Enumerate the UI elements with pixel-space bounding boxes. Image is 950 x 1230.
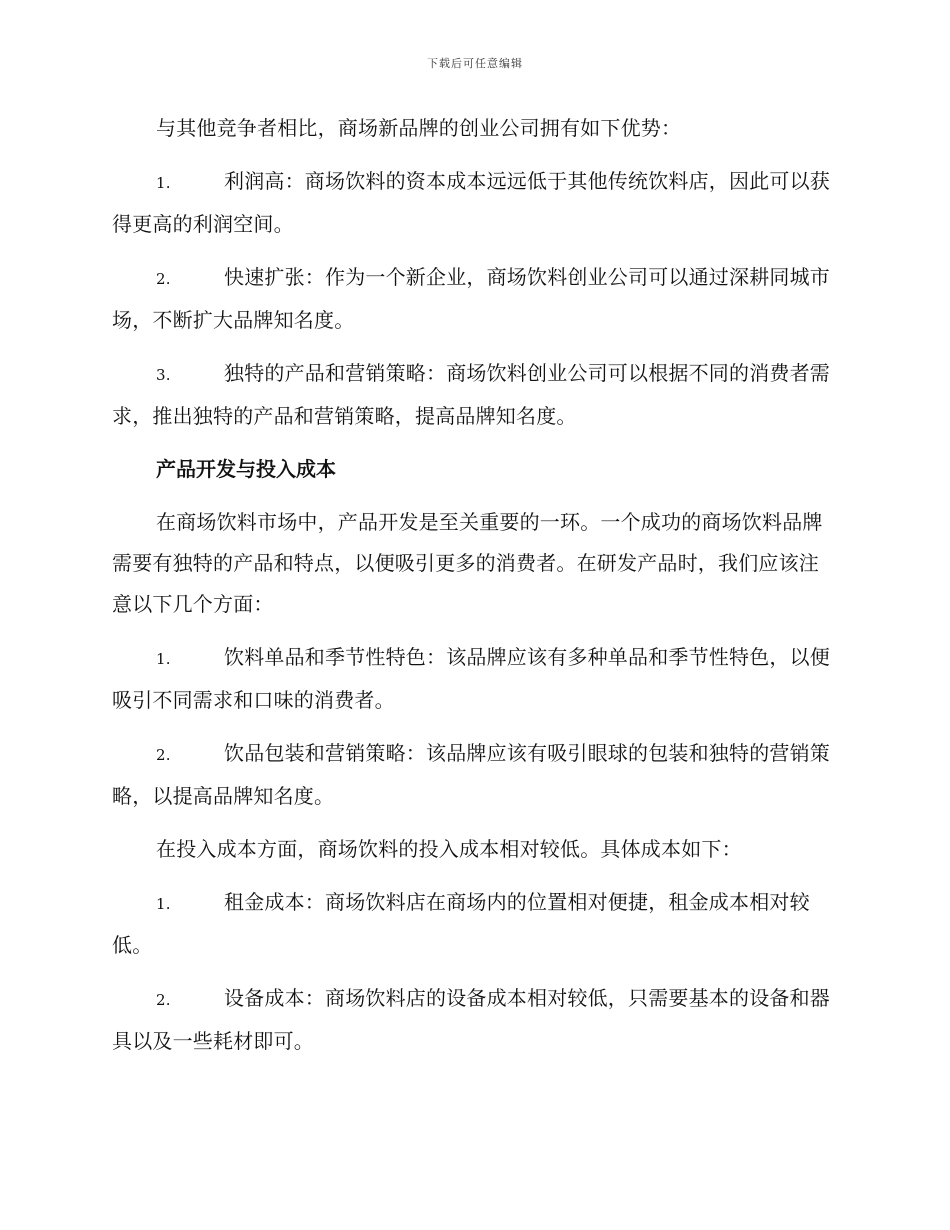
item-number: 3.: [156, 366, 171, 384]
item-number: 2.: [156, 746, 171, 764]
item-number: 1.: [156, 650, 171, 668]
item-number: 2.: [156, 991, 171, 1009]
document-body: [112, 108, 834, 1074]
advantage-item: [112, 353, 834, 437]
intro-paragraph: 与其他竞争者相比，商场新品牌的创业公司拥有如下优势：: [156, 116, 682, 140]
item-text: 独特的产品和营销策略：商场饮料创业公司可以根据不同的消费者需求，推出独特的产品和营销策略，提高品牌知名度。: [112, 361, 830, 428]
item-number: 1.: [156, 895, 171, 913]
cost-paragraph: 在投入成本方面，商场饮料的投入成本相对较低。具体成本如下：: [156, 837, 742, 861]
item-text: 饮料单品和季节性特色：该品牌应该有多种单品和季节性特色，以便吸引不同需求和口味的消费者。: [112, 645, 830, 712]
item-text: 快速扩张：作为一个新企业，商场饮料创业公司可以通过深耕同城市场，不断扩大品牌知名度。: [112, 265, 830, 332]
item-text: 租金成本：商场饮料店在商场内的位置相对便捷，租金成本相对较低。: [112, 890, 810, 957]
development-paragraph: 在商场饮料市场中，产品开发是至关重要的一环。一个成功的商场饮料品牌需要有独特的产品和特点，以便吸引更多的消费者。在研发产品时，我们应该注意以下几个方面：: [112, 510, 823, 616]
development-item: [112, 733, 834, 817]
advantage-item: [112, 161, 834, 245]
item-text: 设备成本：商场饮料店的设备成本相对较低，只需要基本的设备和器具以及一些耗材即可。: [112, 986, 830, 1053]
item-number: 1.: [156, 174, 171, 192]
section-heading: 产品开发与投入成本: [156, 457, 336, 481]
item-text: 利润高：商场饮料的资本成本远远低于其他传统饮料店，因此可以获得更高的利润空间。: [112, 169, 830, 236]
header-note: 下载后可任意编辑: [427, 57, 523, 70]
development-item: [112, 637, 834, 721]
item-number: 2.: [156, 270, 171, 288]
item-text: 饮品包装和营销策略：该品牌应该有吸引眼球的包装和独特的营销策略，以提高品牌知名度。: [112, 741, 830, 808]
cost-item: [112, 978, 834, 1062]
cost-item: [112, 882, 834, 966]
advantage-item: [112, 257, 834, 341]
